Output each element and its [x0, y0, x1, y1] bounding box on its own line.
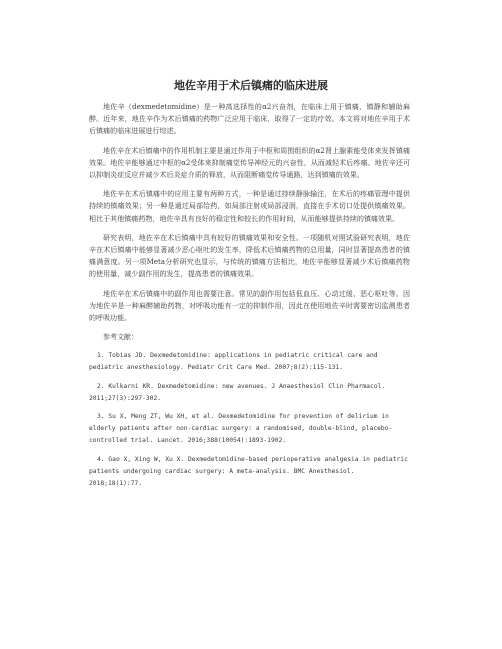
references-heading: 参考文献： — [103, 333, 138, 342]
reference-item-2: 2. Kulkarni KR. Dexmedetomidine: new avenues. J Anaesthesiol Clin Pharmacol. 2011;27(3):297-302. — [89, 382, 386, 402]
document-title: 地佐辛用于术后镇痛的临床进展 — [174, 79, 328, 92]
paragraph-evidence: 研究表明，地佐辛在术后镇痛中具有较好的镇痛效果和安全性。一项随机对照试验研究表明，地佐辛在术后镇痛中能够显著减少恶心呕吐的发生率，降低术后镇痛药物的总用量，同时显著提高患者的镇痛满意度。另一项Meta分析研究也显示，与传统的镇痛方法相比，地佐辛能够显著减少术后镇痛药物的使用量，减少副作用的发生，提高患者的镇痛效果。 — [89, 233, 410, 279]
paragraph-mechanism: 地佐辛在术后镇痛中的作用机制主要是通过作用于中枢和周围组织的α2肾上腺素能受体来发挥镇痛效果。地佐辛能够通过中枢的α2受体来抑制痛觉传导神经元的兴奋性，从而减轻术后疼痛。地佐辛还可以抑制炎症反应并减少术后炎症介质的释放，从而阻断痛觉传导通路，达到镇痛的效果。 — [89, 146, 410, 180]
paragraph-administration: 地佐辛在术后镇痛中的应用主要有两种方式，一种是通过持续静脉输注，在术后的疼痛管理中提供持续的镇痛效果；另一种是通过局部给药，如局部注射或局部浸润，直接在手术切口处提供镇痛效果。相比于其他镇痛药物，地佐辛具有良好的稳定性和较长的作用时间，从而能够提供持续的镇痛效果。 — [89, 190, 410, 223]
reference-item-4: 4. Gao X, Xing W, Xu X. Dexmedetomidine-based perioperative analgesia in pediatric patients undergoing cardiac surgery: A meta-analysis. BMC Anesthesiol. 2018;18(1):77. — [89, 455, 408, 488]
reference-list — [89, 350, 410, 490]
paragraph-side-effects: 地佐辛在术后镇痛中的副作用也需要注意。常见的副作用包括低血压、心动过缓、恶心呕吐等。因为地佐辛是一种麻醉辅助药物，对呼吸功能有一定的抑制作用，因此在使用地佐辛时需要密切监测患者的呼吸功能。 — [89, 289, 410, 323]
paragraph-intro: 地佐辛（dexmedetomidine）是一种高选择性的α2兴奋剂，在临床上用于镇痛、镇静和辅助麻醉。近年来，地佐辛作为术后镇痛的药物广泛应用于临床，取得了一定的疗效。本文将对地佐辛用于术后镇痛的临床进展进行综述。 — [89, 103, 410, 136]
document-body — [89, 101, 410, 496]
reference-item-3: 3. Su X, Meng ZT, Wu XH, et al. Dexmedetomidine for prevention of delirium in elderly patients after non-cardiac surgery: a randomised, double-blind, placebo-controlled trial. Lancet. 2016;388(10054):1893-1902. — [89, 413, 393, 445]
reference-item-1: 1. Tobias JD. Dexmedetomidine: applications in pediatric critical care and pediatric anesthesiology. Pediatr Crit Care Med. 2007;8(2):115-131. — [89, 352, 378, 372]
